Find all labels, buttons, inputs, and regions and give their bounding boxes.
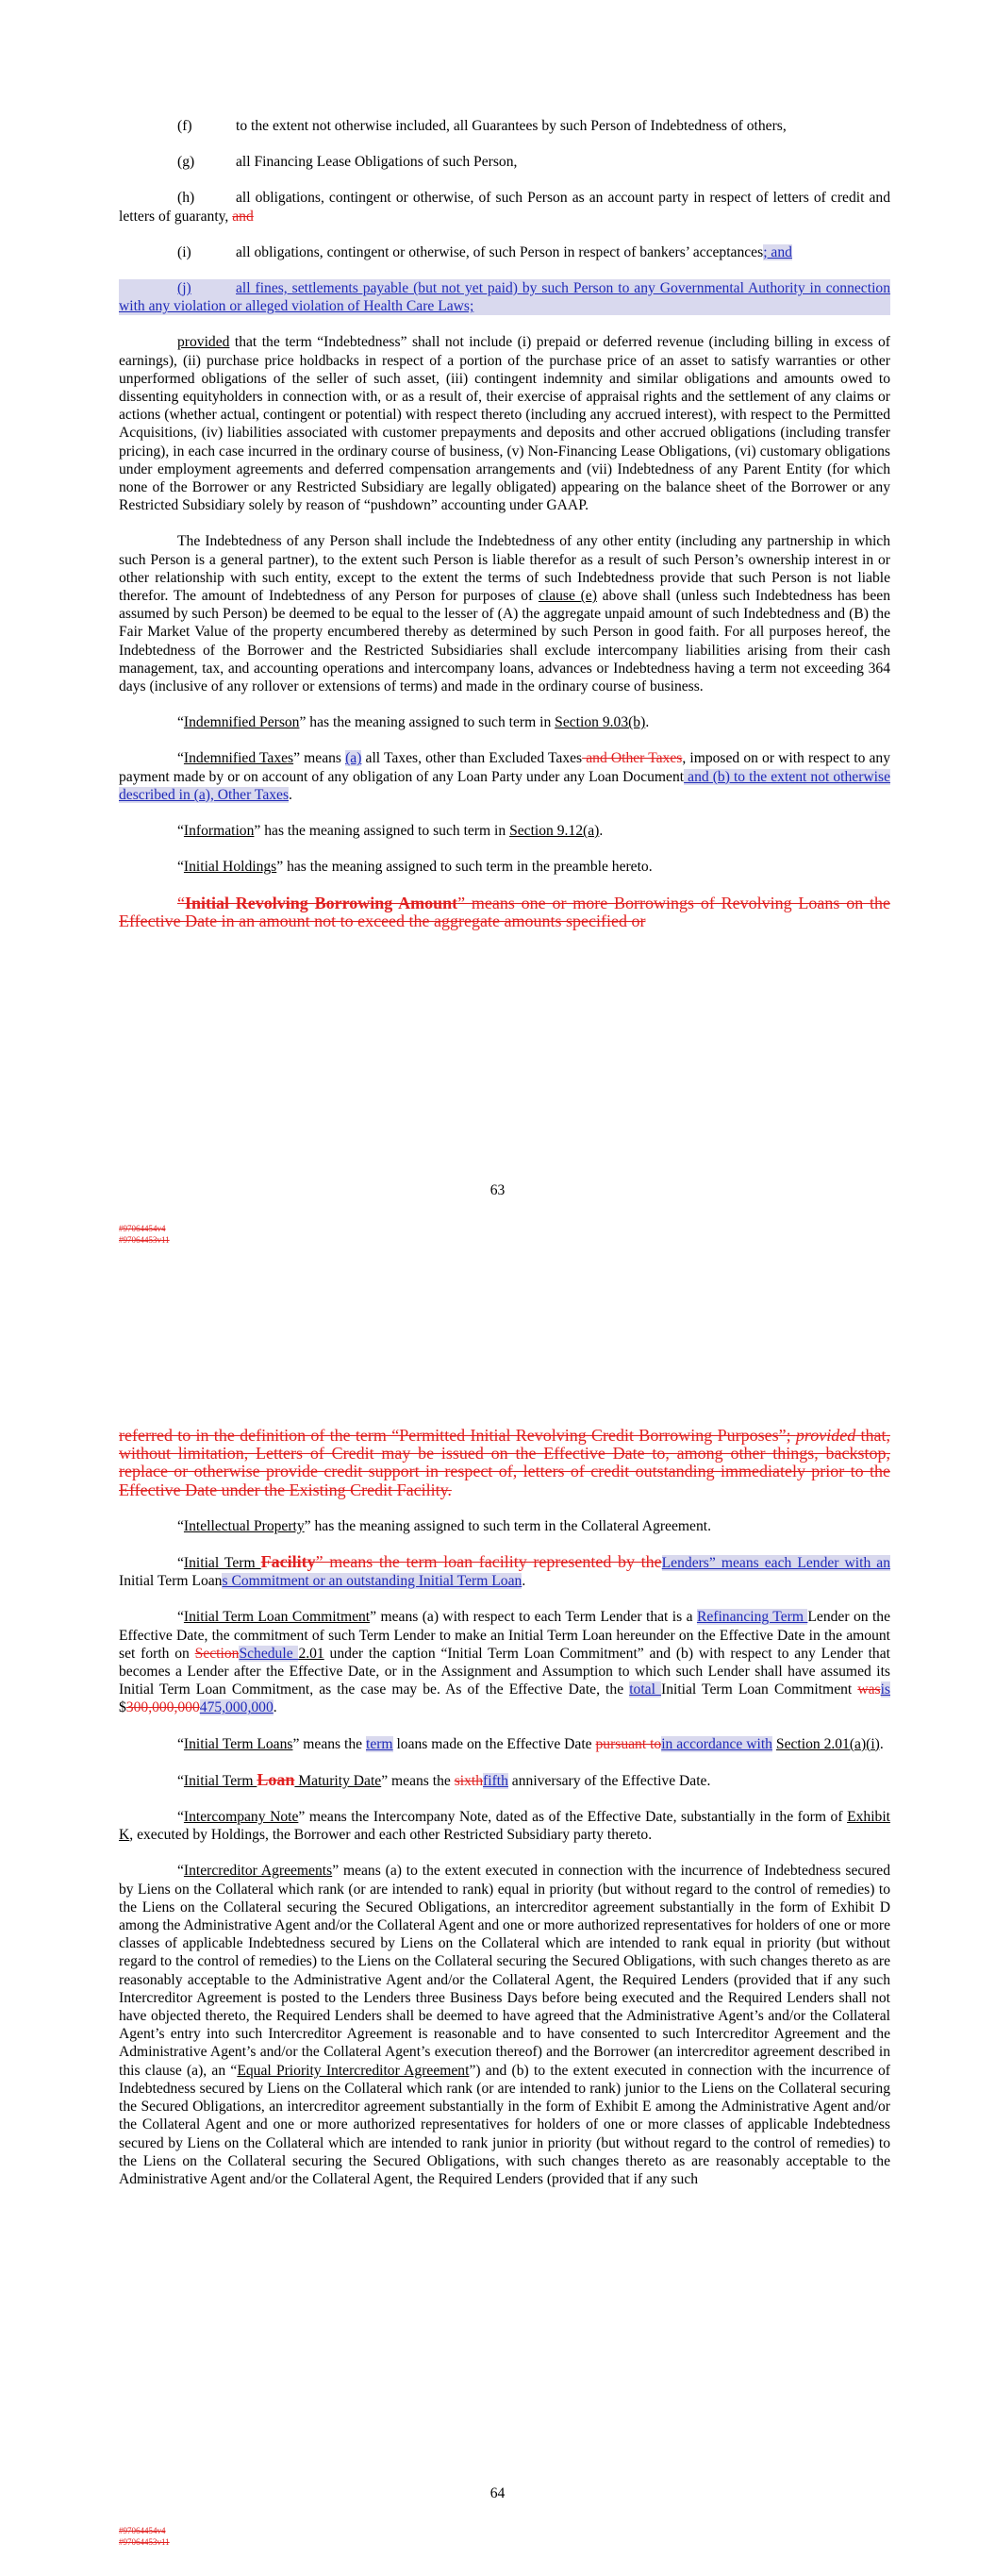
deleted-text: and Other Taxes (582, 750, 683, 767)
continued-deleted-paragraph: referred to in the definition of the term “Permitted Initial Revolving Credit Borrowing Purposes”; provided that, without limitation, Letters of Credit may be issued on the Effective Date to, among other things, backstop, replace or otherwise provide credit support in respect of, letters of credit outstanding immediately prior to the Effective Date under the Existing Credit Facility. (119, 1426, 890, 1499)
deleted-text: was (857, 1681, 881, 1698)
proviso-paragraph: provided that the term “Indebtedness” shall not include (i) prepaid or deferred revenue (including billing in excess of earnings), (ii) purchase price holdbacks in respect of a portion of the purchase price of an asset to satisfy warranties or other unperformed obligations of the seller of such asset, (iii) contingent indemnity and similar obligations and amounts owed to dissenting equityholders in connection with, or as a result of, their exercise of appraisal rights and the settlement of any claims or actions (whether actual, contingent or potential) with respect thereto (including any accrued interest), with respect to the Permitted Acquisitions, (iv) liabilities associated with customer prepayments and deposits and other accrued obligations (including transfer pricing), in each case incurred in the ordinary course of business, (v) Non-Financing Lease Obligations, (vi) customary obligations under employment agreements and deferred compensation arrangements and (vii) Indebtedness of any Parent Entity (for which none of the Borrower or any Restricted Subsidiary are legally obligated) appearing on the balance sheet of the Borrower or any Restricted Subsidiary solely by reason of “pushdown” accounting under GAAP. (119, 334, 890, 514)
deleted-text: Loan (257, 1769, 295, 1789)
clause-f: (f) to the extent not otherwise included, all Guarantees by such Person of Indebtedness of others, (177, 118, 787, 134)
cross-reference-link[interactable]: Section 2.01(a)(i) (775, 1735, 880, 1752)
inserted-text: (a) (345, 750, 362, 767)
deleted-text: pursuant to (595, 1735, 662, 1752)
clause-h: (h) all obligations, contingent or otherwise, of such Person as an account party in respect of letters of credit and letters of guaranty, and (119, 190, 890, 225)
definition-initial-revolving-borrowing-amount: “Initial Revolving Borrowing Amount” means one or more Borrowings of Revolving Loans on the Effective Date in an amount not to exceed the aggregate amounts specified or (119, 893, 890, 930)
inserted-text: term (365, 1735, 393, 1752)
page-number: 63 (489, 1182, 506, 1198)
inserted-text: Refinancing Term (696, 1609, 808, 1626)
cross-reference-link[interactable]: clause (e) (538, 588, 597, 605)
cross-reference-link[interactable]: Exhibit K (119, 1809, 890, 1844)
document-id: #97064454v4 #97064453v11 (119, 2526, 170, 2547)
inserted-text: ; and (763, 243, 792, 260)
cross-reference-link[interactable]: Section 9.12(a) (509, 823, 600, 840)
deleted-text: Facility (260, 1552, 316, 1572)
clause-g: (g) all Financing Lease Obligations of such Person, (177, 154, 518, 171)
page-64-body (119, 1427, 890, 2188)
inserted-text: total (629, 1681, 662, 1698)
definition-intercreditor-agreements: “Intercreditor Agreements” means (a) to the extent executed in connection with the incurrence of Indebtedness secured by Liens on the Collateral which rank (or are intended to rank) equal in priority (but without regard to the control of remedies) to the Liens on the Collateral securing the Secured Obligations, an intercreditor agreement substantially in the form of Exhibit D among the Administrative Agent and/or the Collateral Agent and one or more authorized representatives for holders of one or more classes of applicable Indebtedness secured by Liens on the Collateral which are intended to rank equal in priority (but without regard to the control of remedies) to the Liens on the Collateral securing the Secured Obligations, with such changes thereto as are reasonably acceptable to the Administrative Agent and/or the Collateral Agent, the Required Lenders (provided that if any such Intercreditor Agreement is posted to the Lenders three Business Days before being executed and the Required Lenders shall not have objected thereto, the Required Lenders shall be deemed to have agreed that the Administrative Agent’s and/or the Collateral Agent’s entry into such Intercreditor Agreement is reasonable and to have consented to such Intercreditor Agreement and the Administrative Agent’s and/or the Collateral Agent’s execution thereof) and the Borrower (an intercreditor agreement described in this clause (a), an “Equal Priority Intercreditor Agreement”) and (b) to the extent executed in connection with the incurrence of Indebtedness secured by Liens on the Collateral which rank (or are intended to rank) junior to the Liens on the Collateral securing the Secured Obligations, an intercreditor agreement substantially in the form of Exhibit E among the Administrative Agent and/or the Collateral Agent and one or more authorized representatives for holders of one or more classes of applicable Indebtedness secured by Liens on the Collateral which are intended to rank junior in priority (but without regard to the control of remedies) to the Liens on the Collateral securing the Secured Obligations, with such changes thereto as are reasonably acceptable to the Administrative Agent and/or the Collateral Agent, the Required Lenders (provided that if any such (119, 1863, 890, 2187)
indebtedness-paragraph: The Indebtedness of any Person shall include the Indebtedness of any other entity (including any partnership in which such Person is a general partner), to the extent such Person is liable therefor as a result of such Person’s ownership interest in or other relationship with such entity, except to the extent the terms of such Indebtedness provide that such Person is not liable therefor. The amount of Indebtedness of any Person for purposes of clause (e) above shall (unless such Indebtedness has been assumed by such Person) be deemed to be equal to the lesser of (A) the aggregate unpaid amount of such Indebtedness and (B) the Fair Market Value of the property encumbered thereby as determined by such Person in good faith. For all purposes hereof, the Indebtedness of the Borrower and the Restricted Subsidiaries shall exclude intercompany liabilities arising from their cash management, tax, and accounting operations and intercompany loans, advances or Indebtedness having a term not exceeding 364 days (inclusive of any rollover or extensions of terms) and made in the ordinary course of business. (119, 533, 890, 695)
inserted-text: Lenders” means each Lender with an (661, 1555, 891, 1572)
definition-intellectual-property: “Intellectual Property” has the meaning assigned to such term in the Collateral Agreement. (177, 1517, 711, 1534)
cross-reference-link[interactable]: 2.01 (298, 1645, 324, 1662)
deleted-text: and (232, 208, 254, 225)
clause-i: (i) all obligations, contingent or otherwise, of such Person in respect of bankers’ acceptances; and (177, 243, 792, 260)
inserted-text: and (b) to the extent not otherwise described in (a), Other Taxes (119, 768, 890, 803)
definition-initial-term-maturity-date: “Initial Term Loan Maturity Date” means the sixthfifth anniversary of the Effective Date. (177, 1769, 711, 1789)
deleted-text: ” means the term loan facility represented by the (315, 1552, 662, 1572)
inserted-text: Schedule (239, 1645, 299, 1662)
definition-initial-holdings: “Initial Holdings” has the meaning assigned to such term in the preamble hereto. (177, 859, 653, 876)
inserted-text: is (880, 1681, 890, 1698)
page-63-body (119, 117, 890, 930)
deleted-text: 300,000,000 (125, 1699, 200, 1716)
deleted-text: sixth (454, 1772, 484, 1789)
deleted-text: Section (194, 1645, 240, 1662)
inserted-text: s Commitment or an outstanding Initial Term Loan (222, 1573, 522, 1590)
inserted-text: all fines, settlements payable (but not yet paid) by such Person to any Governmental Authority in connection with any violation or alleged violation of Health Care Laws; (119, 280, 890, 315)
definition-information: “Information” has the meaning assigned to such term in Section 9.12(a). (177, 823, 604, 840)
inserted-text: fifth (483, 1772, 508, 1789)
page-number: 64 (489, 2485, 506, 2501)
definition-intercompany-note: “Intercompany Note” means the Intercompany Note, dated as of the Effective Date, substantially in the form of Exhibit K, executed by Holdings, the Borrower and each other Restricted Subsidiary party thereto. (119, 1809, 890, 1844)
definition-initial-term-lenders: “Initial Term Facility” means the term loan facility represented by theLenders” means each Lender with an Initial Term Loans Commitment or an outstanding Initial Term Loan. (119, 1552, 891, 1590)
definition-initial-term-loans: “Initial Term Loans” means the term loans made on the Effective Date pursuant toin accordance with Section 2.01(a)(i). (177, 1735, 884, 1752)
document-id: #97064454v4 #97064453v11 (119, 1224, 170, 1245)
clause-j: (j) all fines, settlements payable (but not yet paid) by such Person to any Governmental Authority in connection with any violation or alleged violation of Health Care Laws; (119, 280, 890, 315)
inserted-text: in accordance with (661, 1735, 772, 1752)
cross-reference-link[interactable]: Section 9.03(b) (555, 714, 646, 731)
definition-initial-term-loan-commitment: “Initial Term Loan Commitment” means (a) with respect to each Term Lender that is a Refinancing Term Lender on the Effective Date, the commitment of such Term Lender to make an Initial Term Loan hereunder on the Effective Date in the amount set forth on SectionSchedule 2.01 under the caption “Initial Term Loan Commitment” and (b) with respect to any Lender that becomes a Lender after the Effective Date, or in the Assignment and Assumption to which such Lender shall have assumed its Initial Term Loan Commitment, as the case may be. As of the Effective Date, the total Initial Term Loan Commitment wasis $300,000,000475,000,000. (119, 1609, 891, 1716)
definition-indemnified-taxes: “Indemnified Taxes” means (a) all Taxes, other than Excluded Taxes and Other Taxes, imposed on or with respect to any payment made by or on account of any obligation of any Loan Party under any Loan Document and (b) to the extent not otherwise described in (a), Other Taxes. (119, 750, 890, 803)
inserted-text: 475,000,000 (199, 1699, 274, 1716)
definition-indemnified-person: “Indemnified Person” has the meaning assigned to such term in Section 9.03(b). (177, 714, 650, 731)
